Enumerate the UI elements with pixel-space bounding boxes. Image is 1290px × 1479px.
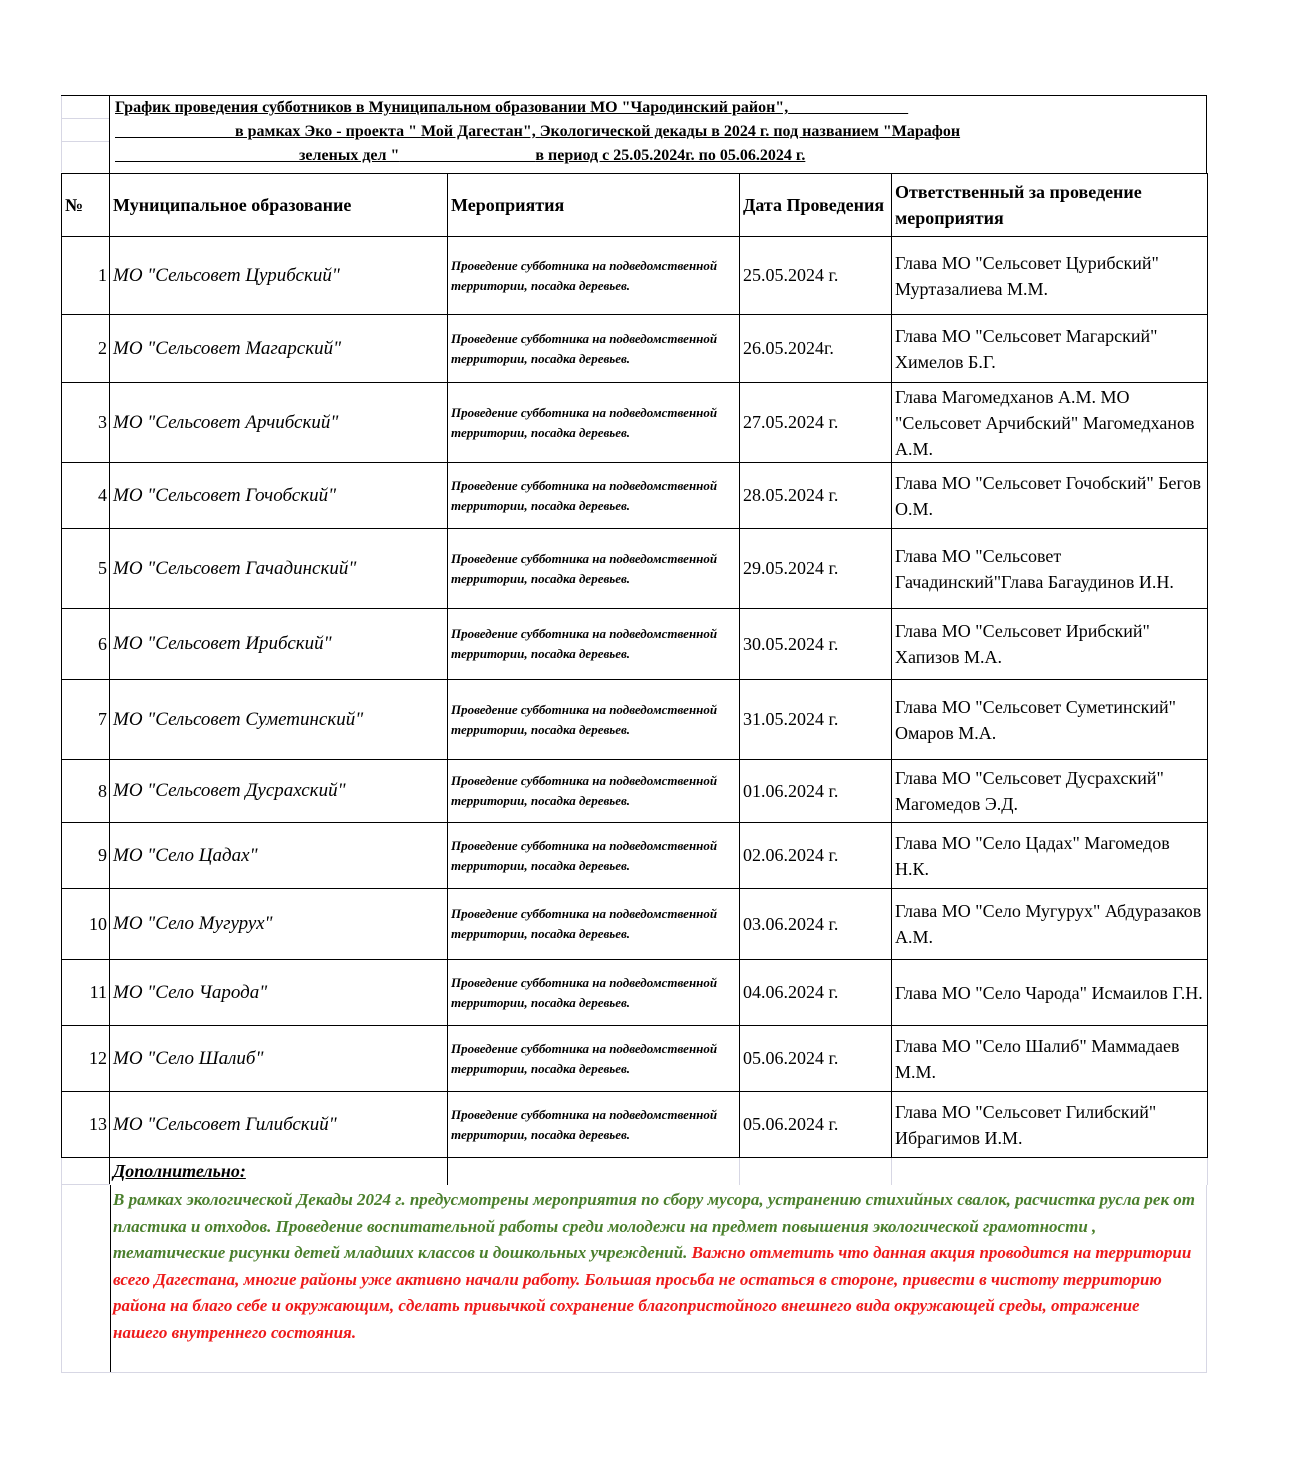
col-header-date: Дата Проведения xyxy=(740,174,892,237)
title-line-1: График проведения субботников в Муниципальном образовании МО "Чародинский район", xyxy=(115,99,789,116)
note-green: В рамках экологической Декады 2024 г. предусмотрены мероприятия по сбору мусора, устранению стихийных свалок, расчистка русла рек от пластика и отходов. Проведение воспитательной работы среди молодежи на предмет повышения экологической грамотности , тематические рисунки детей младших классов и дошкольных учреждений. xyxy=(113,1190,1196,1262)
row-number: 4 xyxy=(62,463,110,529)
table-header-row xyxy=(62,174,1208,237)
row-date: 04.06.2024 г. xyxy=(740,960,892,1026)
row-event: Проведение субботника на подведомственной территории, посадка деревьев. xyxy=(448,463,740,529)
note-text xyxy=(113,1187,1198,1346)
row-date: 03.06.2024 г. xyxy=(740,889,892,960)
row-municipality: МО "Сельсовет Гочобский" xyxy=(110,463,448,529)
row-event: Проведение субботника на подведомственной территории, посадка деревьев. xyxy=(448,237,740,315)
row-number: 1 xyxy=(62,237,110,315)
row-date: 29.05.2024 г. xyxy=(740,529,892,609)
row-event: Проведение субботника на подведомственной территории, посадка деревьев. xyxy=(448,823,740,889)
row-municipality: МО "Сельсовет Гачадинский" xyxy=(110,529,448,609)
row-event: Проведение субботника на подведомственной территории, посадка деревьев. xyxy=(448,315,740,383)
row-municipality: МО "Село Цадах" xyxy=(110,823,448,889)
row-date: 26.05.2024г. xyxy=(740,315,892,383)
row-responsible: Глава МО "Сельсовет Ирибский" Хапизов М.А. xyxy=(892,609,1208,680)
table-row xyxy=(62,609,1208,680)
table-row xyxy=(62,1092,1208,1158)
row-municipality: МО "Сельсовет Суметинский" xyxy=(110,680,448,760)
row-date: 05.06.2024 г. xyxy=(740,1092,892,1158)
table-row xyxy=(62,760,1208,823)
col-header-responsible: Ответственный за проведение мероприятия xyxy=(892,174,1208,237)
col-header-num: № xyxy=(62,174,110,237)
row-responsible: Глава МО "Село Мугурух" Абдуразаков А.М. xyxy=(892,889,1208,960)
row-municipality: МО "Сельсовет Арчибский" xyxy=(110,383,448,463)
note-red: Важно отметить что данная акция проводится на территории всего Дагестана, многие районы уже активно начали работу. Большая просьба не остаться в стороне, привести в чистоту территорию района на благо себе и окружающим, сделать привычкой сохранение благопристойного внешнего вида окружающей среды, отражение нашего внутреннего состояния. xyxy=(113,1243,1192,1342)
row-event: Проведение субботника на подведомственной территории, посадка деревьев. xyxy=(448,383,740,463)
row-date: 31.05.2024 г. xyxy=(740,680,892,760)
row-responsible: Глава МО "Сельсовет Гачадинский"Глава Багаудинов И.Н. xyxy=(892,529,1208,609)
title-line-2: в рамках Эко - проекта " Мой Дагестан", Экологической декады в 2024 г. под названием "Марафон xyxy=(235,123,961,140)
row-municipality: МО "Село Чарода" xyxy=(110,960,448,1026)
table-row xyxy=(62,237,1208,315)
row-responsible: Глава МО "Сельсовет Гилибский" Ибрагимов И.М. xyxy=(892,1092,1208,1158)
row-number: 3 xyxy=(62,383,110,463)
table-row xyxy=(62,315,1208,383)
row-event: Проведение субботника на подведомственной территории, посадка деревьев. xyxy=(448,1026,740,1092)
row-date: 05.06.2024 г. xyxy=(740,1026,892,1092)
table-row xyxy=(62,960,1208,1026)
row-event: Проведение субботника на подведомственной территории, посадка деревьев. xyxy=(448,889,740,960)
row-event: Проведение субботника на подведомственной территории, посадка деревьев. xyxy=(448,680,740,760)
row-responsible: Глава МО "Сельсовет Дусрахский" Магомедов Э.Д. xyxy=(892,760,1208,823)
row-responsible: Глава МО "Сельсовет Гочобский" Бегов О.М. xyxy=(892,463,1208,529)
title-line-3: зеленых дел " в период с 25.05.2024г. по 05.06.2024 г. xyxy=(299,147,806,164)
row-responsible: Глава МО "Сельсовет Суметинский" Омаров М.А. xyxy=(892,680,1208,760)
extra-label: Дополнительно: xyxy=(113,1160,246,1181)
row-municipality: МО "Сельсовет Ирибский" xyxy=(110,609,448,680)
row-number: 6 xyxy=(62,609,110,680)
row-municipality: МО "Село Шалиб" xyxy=(110,1026,448,1092)
row-number: 10 xyxy=(62,889,110,960)
col-header-mo: Муниципальное образование xyxy=(110,174,448,237)
row-municipality: МО "Сельсовет Гилибский" xyxy=(110,1092,448,1158)
row-responsible: Глава МО "Село Цадах" Магомедов Н.К. xyxy=(892,823,1208,889)
row-number: 2 xyxy=(62,315,110,383)
row-event: Проведение субботника на подведомственной территории, посадка деревьев. xyxy=(448,1092,740,1158)
row-date: 02.06.2024 г. xyxy=(740,823,892,889)
table-row xyxy=(62,1026,1208,1092)
schedule-sheet xyxy=(61,95,1207,1373)
table-row xyxy=(62,680,1208,760)
header-gutter xyxy=(61,96,110,173)
row-municipality: МО "Сельсовет Цурибский" xyxy=(110,237,448,315)
row-number: 11 xyxy=(62,960,110,1026)
row-responsible: Глава МО "Сельсовет Магарский" Химелов Б.Г. xyxy=(892,315,1208,383)
table-row xyxy=(62,823,1208,889)
row-date: 30.05.2024 г. xyxy=(740,609,892,680)
row-municipality: МО "Сельсовет Магарский" xyxy=(110,315,448,383)
row-date: 01.06.2024 г. xyxy=(740,760,892,823)
row-number: 9 xyxy=(62,823,110,889)
row-number: 12 xyxy=(62,1026,110,1092)
row-date: 28.05.2024 г. xyxy=(740,463,892,529)
row-number: 13 xyxy=(62,1092,110,1158)
title-block xyxy=(61,95,1207,173)
row-number: 8 xyxy=(62,760,110,823)
row-municipality: МО "Сельсовет Дусрахский" xyxy=(110,760,448,823)
row-event: Проведение субботника на подведомственной территории, посадка деревьев. xyxy=(448,960,740,1026)
row-responsible: Глава МО "Село Чарода" Исмаилов Г.Н. xyxy=(892,960,1208,1026)
row-date: 27.05.2024 г. xyxy=(740,383,892,463)
row-event: Проведение субботника на подведомственной территории, посадка деревьев. xyxy=(448,609,740,680)
row-event: Проведение субботника на подведомственной территории, посадка деревьев. xyxy=(448,760,740,823)
row-event: Проведение субботника на подведомственной территории, посадка деревьев. xyxy=(448,529,740,609)
schedule-table xyxy=(61,173,1208,1185)
row-responsible: Глава МО "Сельсовет Цурибский" Муртазалиева М.М. xyxy=(892,237,1208,315)
table-row xyxy=(62,463,1208,529)
row-municipality: МО "Село Мугурух" xyxy=(110,889,448,960)
row-number: 5 xyxy=(62,529,110,609)
row-number: 7 xyxy=(62,680,110,760)
table-row xyxy=(62,383,1208,463)
table-row xyxy=(62,889,1208,960)
note-block xyxy=(61,1185,1207,1373)
extra-row xyxy=(62,1158,1208,1185)
row-date: 25.05.2024 г. xyxy=(740,237,892,315)
row-responsible: Глава МО "Село Шалиб" Маммадаев М.М. xyxy=(892,1026,1208,1092)
row-responsible: Глава Магомедханов А.М. МО "Сельсовет Арчибский" Магомедханов А.М. xyxy=(892,383,1208,463)
col-header-event: Мероприятия xyxy=(448,174,740,237)
table-row xyxy=(62,529,1208,609)
